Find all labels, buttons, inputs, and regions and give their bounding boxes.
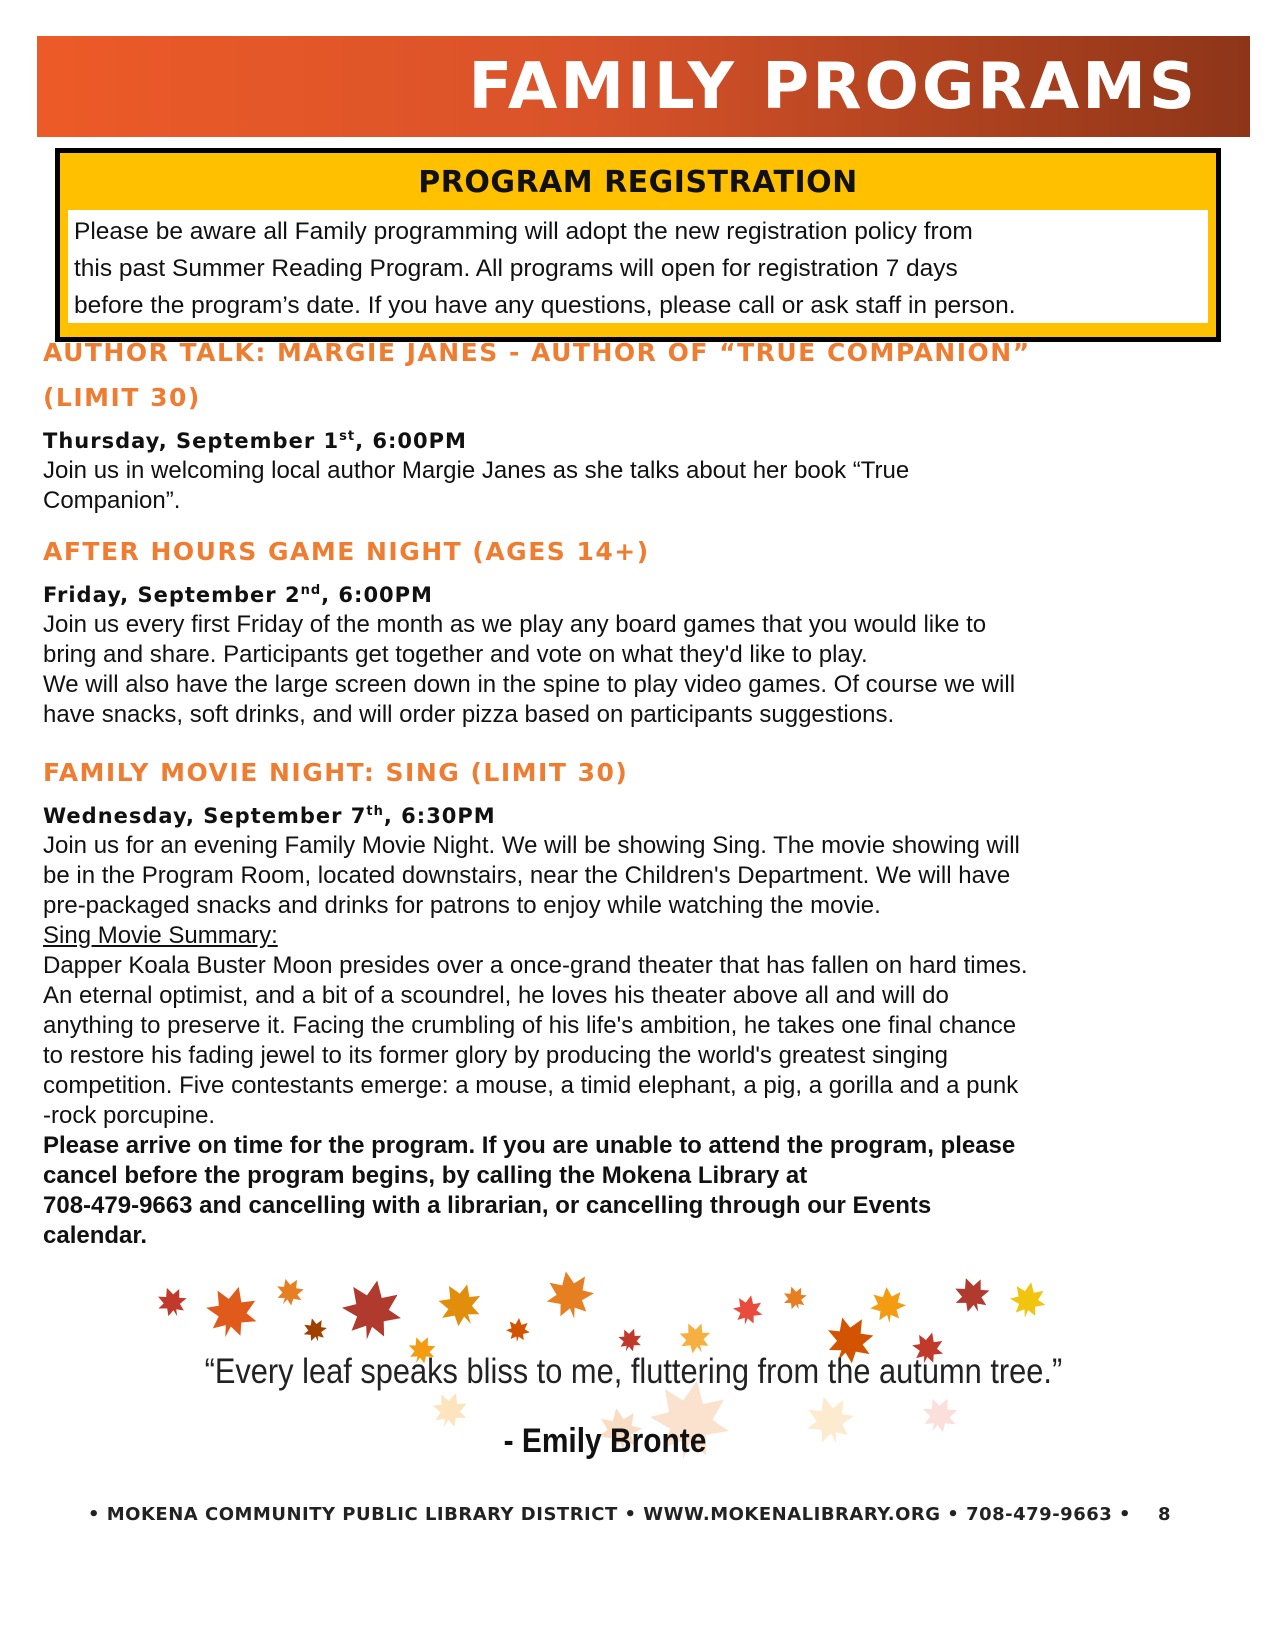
program-title: AFTER HOURS GAME NIGHT (AGES 14+) [43,537,650,566]
leaf-icon [505,1317,531,1343]
registration-line: Please be aware all Family programming will adopt the new registration policy from [74,218,973,245]
description-line: bring and share. Participants get together and vote on what they'd like to play. [43,641,868,668]
registration-notice [55,148,1221,342]
date-text: Friday, September 2 [43,583,301,607]
description-line: pre-packaged snacks and drinks for patrons to enjoy while watching the movie. [43,892,881,919]
program-date [43,422,1238,456]
program-game-night [43,529,1238,730]
notice-line: cancel before the program begins, by calling the Mokena Library at [43,1162,808,1189]
summary-label: Sing Movie Summary: [43,922,278,949]
program-date [43,797,1238,831]
program-author-talk [43,330,1238,516]
registration-line: before the program’s date. If you have any questions, please call or ask staff in person. [74,292,1016,319]
time-text: , 6:00PM [355,429,467,453]
date-ordinal: nd [300,583,322,598]
leaf-icon [153,1283,191,1321]
time-text: , 6:00PM [321,583,433,607]
registration-line: this past Summer Reading Program. All programs will open for registration 7 days [74,255,958,282]
page-title: FAMILY PROGRAMS [468,50,1198,124]
date-ordinal: st [339,429,356,444]
leaf-icon [200,1280,264,1344]
summary-line: Dapper Koala Buster Moon presides over a once-grand theater that has fallen on hard times. [43,952,1028,979]
description-line: Join us in welcoming local author Margie Janes as she talks about her book “True [43,457,910,484]
time-text: , 6:30PM [383,804,496,828]
leaf-icon [868,1285,907,1324]
page-number: 8 [1158,1504,1172,1525]
quote-text: “Every leaf speaks bliss to me, fluttering from the autumn tree.” [204,1352,1063,1391]
program-date [43,576,1238,610]
leaf-icon [780,1283,810,1313]
notice-line: calendar. [43,1222,148,1249]
page-footer [0,1500,1275,1530]
description-line: Companion”. [43,487,181,514]
date-text: Wednesday, September 7 [43,804,367,828]
description-line: Join us every first Friday of the month as we play any board games that you would like to [43,611,987,638]
summary-line: to restore his fading jewel to its former glory by producing the world's greatest singing [43,1042,949,1069]
date-text: Thursday, September 1 [43,429,340,453]
program-description [43,831,1238,1251]
program-description [43,610,1238,730]
program-title-line: AUTHOR TALK: MARGIE JANES - AUTHOR OF “TRUE COMPANION” [43,338,1031,367]
summary-line: anything to preserve it. Facing the crumbling of his life's ambition, he takes one final chance [43,1012,1017,1039]
leaf-icon [1007,1279,1049,1321]
notice-line: Please arrive on time for the program. If you are unable to attend the program, please [43,1132,1016,1159]
quote-author: - Emily Bronte [503,1422,707,1460]
program-description [43,456,1238,516]
program-movie-night [43,750,1238,1251]
leaf-icon [949,1272,995,1318]
header-banner [37,36,1250,137]
summary-line: An eternal optimist, and a bit of a scoundrel, he loves his theater above all and will do [43,982,949,1009]
leaf-icon [300,1315,329,1344]
registration-text [68,210,1208,323]
description-line: be in the Program Room, located downstairs, near the Children's Department. We will have [43,862,1011,889]
registration-title: PROGRAM REGISTRATION [418,165,858,200]
leaf-icon [542,1270,598,1323]
summary-line: -rock porcupine. [43,1102,216,1129]
program-title-line: (LIMIT 30) [43,383,201,412]
date-ordinal: th [366,804,384,819]
leaf-icon [430,1275,490,1335]
leaf-icon [271,1273,309,1311]
quote-block [150,1270,1063,1480]
footer-contact: • MOKENA COMMUNITY PUBLIC LIBRARY DISTRICT • WWW.MOKENALIBRARY.ORG • 708-479-9663 • [88,1504,1132,1525]
program-title: FAMILY MOVIE NIGHT: SING (LIMIT 30) [43,758,629,787]
description-line: have snacks, soft drinks, and will order pizza based on participants suggestions. [43,701,895,728]
notice-line: 708-479-9663 and cancelling with a librarian, or cancelling through our Events [43,1192,932,1219]
leaf-icon [615,1325,646,1356]
summary-line: competition. Five contestants emerge: a mouse, a timid elephant, a pig, a gorilla and a punk [43,1072,1019,1099]
description-line: Join us for an evening Family Movie Night. We will be showing Sing. The movie showing will [43,832,1020,859]
program-title [43,330,1238,420]
leaf-icon [730,1292,766,1328]
description-line: We will also have the large screen down in the spine to play video games. Of course we will [43,671,1016,698]
leaf-icon [337,1275,407,1345]
